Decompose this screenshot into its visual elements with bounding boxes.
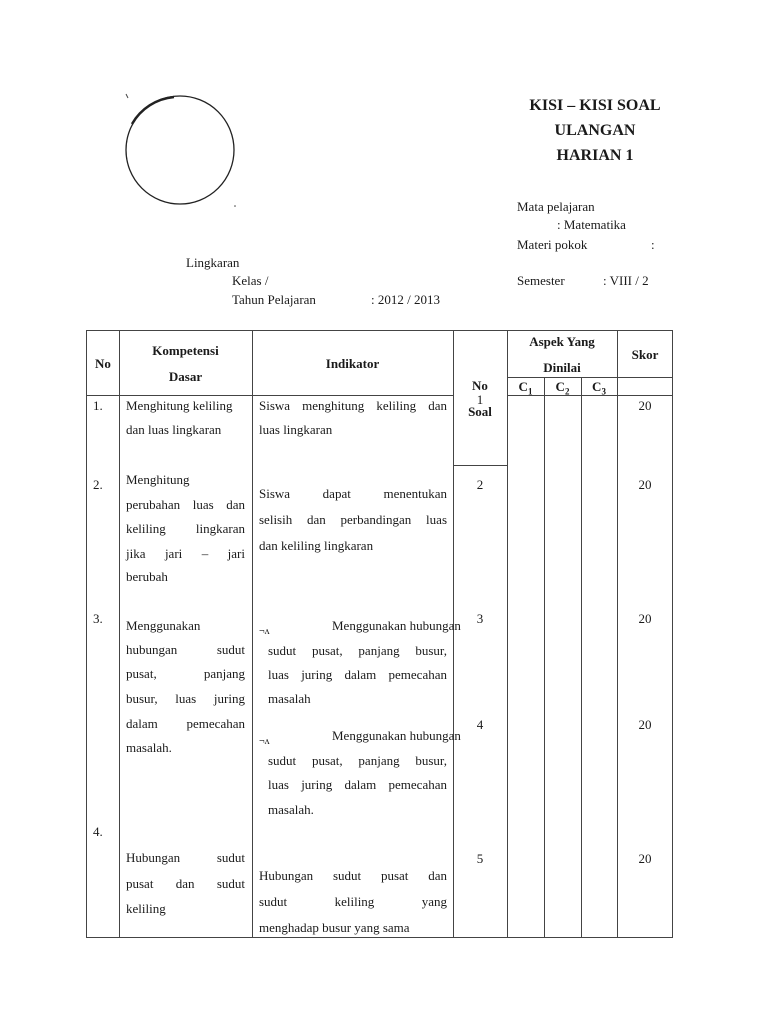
title-line-2: ULANGAN: [554, 122, 636, 139]
materi-pokok-label: Materi pokok: [517, 237, 588, 252]
col-divider-no: [119, 331, 120, 937]
row1-kd-line1: Menghitung keliling: [126, 398, 233, 413]
row4-skor: 20: [638, 851, 652, 866]
col-divider-c1: [544, 377, 545, 937]
row2-indikator-line3: dan keliling lingkaran: [259, 538, 374, 553]
semester-label: Semester: [517, 273, 565, 288]
header-c3: $C_3$: [592, 379, 606, 397]
row3a-skor: 20: [638, 611, 652, 626]
row1-soal: 1: [476, 392, 484, 407]
row3b-indikator-line3: luas juring dalam pemecahan: [268, 777, 447, 792]
header-kompetensi-2: Dasar: [168, 369, 203, 384]
row3a-soal: 3: [476, 611, 484, 626]
row2-kd-line4: jika jari – jari: [126, 546, 245, 561]
mata-pelajaran-value: : Matematika: [557, 217, 626, 232]
school-logo-circle: [118, 88, 243, 213]
semester-value: : VIII / 2: [603, 273, 649, 288]
row2-kd-line2: perubahan luas dan: [126, 497, 245, 512]
header-no-soal-1: No: [472, 378, 488, 393]
row3a-bullet-icon: ¬ʌ: [259, 626, 270, 637]
row3-no: 3.: [93, 611, 103, 626]
row3a-indikator-line2: sudut pusat, panjang busur,: [268, 643, 447, 658]
header-skor: Skor: [631, 347, 659, 362]
row1-no: 1.: [93, 398, 103, 413]
row2-skor: 20: [638, 477, 652, 492]
title-line-3: HARIAN 1: [556, 147, 634, 164]
row2-kd-line1: Menghitung: [126, 472, 190, 487]
materi-pokok-colon: :: [651, 237, 655, 252]
row4-kd-line3: keliling: [126, 901, 166, 916]
row1-indikator-line2: luas lingkaran: [259, 422, 333, 437]
row3b-indikator-line1: Menggunakan hubungan: [332, 728, 461, 743]
row4-indikator-line3: menghadap busur yang sama: [259, 920, 410, 935]
row3b-bullet-icon: ¬ʌ: [259, 736, 270, 747]
header-c2: $C_2$: [555, 379, 570, 397]
row1-skor: 20: [638, 398, 652, 413]
row2-no: 2.: [93, 477, 103, 492]
col-divider-kd: [252, 331, 253, 937]
row4-indikator-line2: sudut keliling yang: [259, 894, 447, 909]
title-line-1: KISI – KISI SOAL: [529, 97, 661, 114]
materi-pokok-value: Lingkaran: [186, 255, 240, 270]
row3-kd-line1: Menggunakan: [126, 618, 201, 633]
row3-kd-line6: masalah.: [126, 740, 172, 755]
row2-indikator-line1: Siswa dapat menentukan: [259, 486, 447, 501]
row1-indikator-line1: Siswa menghitung keliling dan: [259, 398, 447, 413]
header-c1: $C_1$: [518, 379, 533, 397]
row3-kd-line3: pusat, panjang: [126, 666, 245, 681]
row2-kd-line3: keliling lingkaran: [126, 521, 245, 536]
header-indikator: Indikator: [325, 356, 380, 371]
col-divider-c2: [581, 377, 582, 937]
kisi-kisi-table: [86, 330, 673, 938]
row2-soal: 2: [476, 477, 484, 492]
header-aspek-1: Aspek Yang: [529, 334, 595, 349]
header-no: No: [95, 356, 111, 371]
tahun-pelajaran-value: : 2012 / 2013: [371, 292, 440, 307]
row3a-indikator-line3: luas juring dalam pemecahan: [268, 667, 447, 682]
row2-indikator-line2: selisih dan perbandingan luas: [259, 512, 447, 527]
tahun-pelajaran-label: Tahun Pelajaran: [232, 292, 316, 307]
row4-kd-line2: pusat dan sudut: [126, 876, 245, 891]
row3b-soal: 4: [476, 717, 484, 732]
row1-kd-line2: dan luas lingkaran: [126, 422, 222, 437]
row2-kd-line5: berubah: [126, 569, 168, 584]
document-title: [505, 93, 685, 168]
row3-kd-line5: dalam pemecahan: [126, 716, 245, 731]
row4-soal: 5: [476, 851, 484, 866]
col-divider-soal: [507, 331, 508, 937]
header-no-soal-2: Soal: [468, 404, 492, 419]
mata-pelajaran-label: Mata pelajaran: [517, 199, 595, 214]
row3a-indikator-line1: Menggunakan hubungan: [332, 618, 461, 633]
header-aspek-2: Dinilai: [543, 360, 581, 375]
kelas-label: Kelas /: [232, 273, 269, 288]
row3b-indikator-line2: sudut pusat, panjang busur,: [268, 753, 447, 768]
row4-kd-line1: Hubungan sudut: [126, 850, 245, 865]
row3-kd-line4: busur, luas juring: [126, 691, 245, 706]
row3-kd-line2: hubungan sudut: [126, 642, 245, 657]
row3b-skor: 20: [638, 717, 652, 732]
row4-no: 4.: [93, 824, 103, 839]
row3b-indikator-line4: masalah.: [268, 802, 314, 817]
row4-indikator-line1: Hubungan sudut pusat dan: [259, 868, 447, 883]
row3a-indikator-line4: masalah: [268, 691, 311, 706]
header-kompetensi-1: Kompetensi: [152, 343, 219, 358]
soal-divider-line: [453, 465, 507, 466]
